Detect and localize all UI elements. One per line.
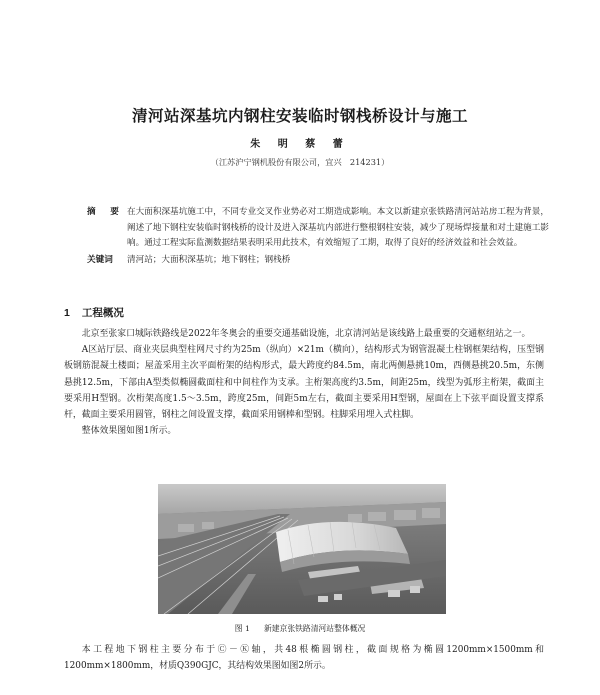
station-aerial-figure (158, 484, 446, 614)
abstract-text: 在大面积深基坑施工中，不同专业交叉作业势必对工期造成影响。本文以新建京张铁路清河站站房工程为背景，阐述了地下钢柱安装临时钢栈桥的设计及进入深基坑内部进行整根钢柱安装，减少了现场焊接量和对土建施工影响。通过工程实际监测数据结果表明采用此技术，有效缩短了工期，取得了良好的经济效益和社会效益。 (127, 207, 549, 249)
paragraph: A区站厅层、商业夹层典型柱网尺寸约为25m（纵向）×21m（横向），结构形式为钢管混凝土柱钢框架结构，压型钢板钢筋混凝土楼面；屋盖采用主次平面桁架的结构形式，最大跨度约84.5m，南北两侧悬挑10m，西侧悬挑20.5m，东侧悬挑12.5m，下部由A型类似椭圆截面柱和中间柱作为支承。主桁架高度约3.5m，间距25m，线型为弧形主桁架，截面主要采用H型钢。次桁架高度1.5～3.5m，跨度25m，间距5m左右，截面主要采用H型钢，屋面在上下弦平面设置支撑系杆，截面主要采用圆管，钢柱之间设置支撑，截面采用钢棒和型钢。柱脚采用埋入式柱脚。 (64, 345, 544, 421)
keywords-text: 清河站；大面积深基坑；地下钢柱；钢栈桥 (127, 254, 291, 265)
abstract-label: 摘 要 (87, 207, 122, 217)
section-title: 工程概况 (81, 307, 124, 319)
paragraph: 北京至张家口城际铁路线是2022年冬奥会的重要交通基础设施，北京清河站是该线路上最重要的交通枢纽站之一。 (81, 329, 531, 339)
paper-title: 清河站深基坑内钢柱安装临时钢栈桥设计与施工 (131, 106, 468, 125)
figure-caption-text: 新建京张铁路清河站整体概况 (263, 624, 366, 633)
section-body (64, 326, 544, 439)
figure-number: 图 1 (234, 624, 250, 633)
paragraph: 本工程地下钢柱主要分布于Ⓒ－Ⓚ轴，共48根椭圆钢柱，截面规格为椭圆1200mm×1500mm和1200mm×1800mm，材质Q390GJC，其结构效果图如图2所示。 (64, 645, 544, 672)
abstract-block (87, 205, 549, 268)
author-affiliation: （江苏沪宁钢机股份有限公司，宜兴 214231） (210, 157, 390, 167)
keywords-row (87, 253, 549, 269)
section-number: 1 (64, 307, 70, 319)
keywords-label: 关键词 (87, 254, 113, 265)
abstract-row (87, 205, 549, 252)
figure-caption (0, 623, 600, 634)
section-body-continued (64, 642, 544, 674)
station-aerial-image (158, 484, 446, 614)
paper-authors: 朱 明 蔡 蕾 (250, 139, 350, 150)
section-heading (64, 305, 124, 320)
paragraph: 整体效果图如图1所示。 (81, 426, 177, 437)
